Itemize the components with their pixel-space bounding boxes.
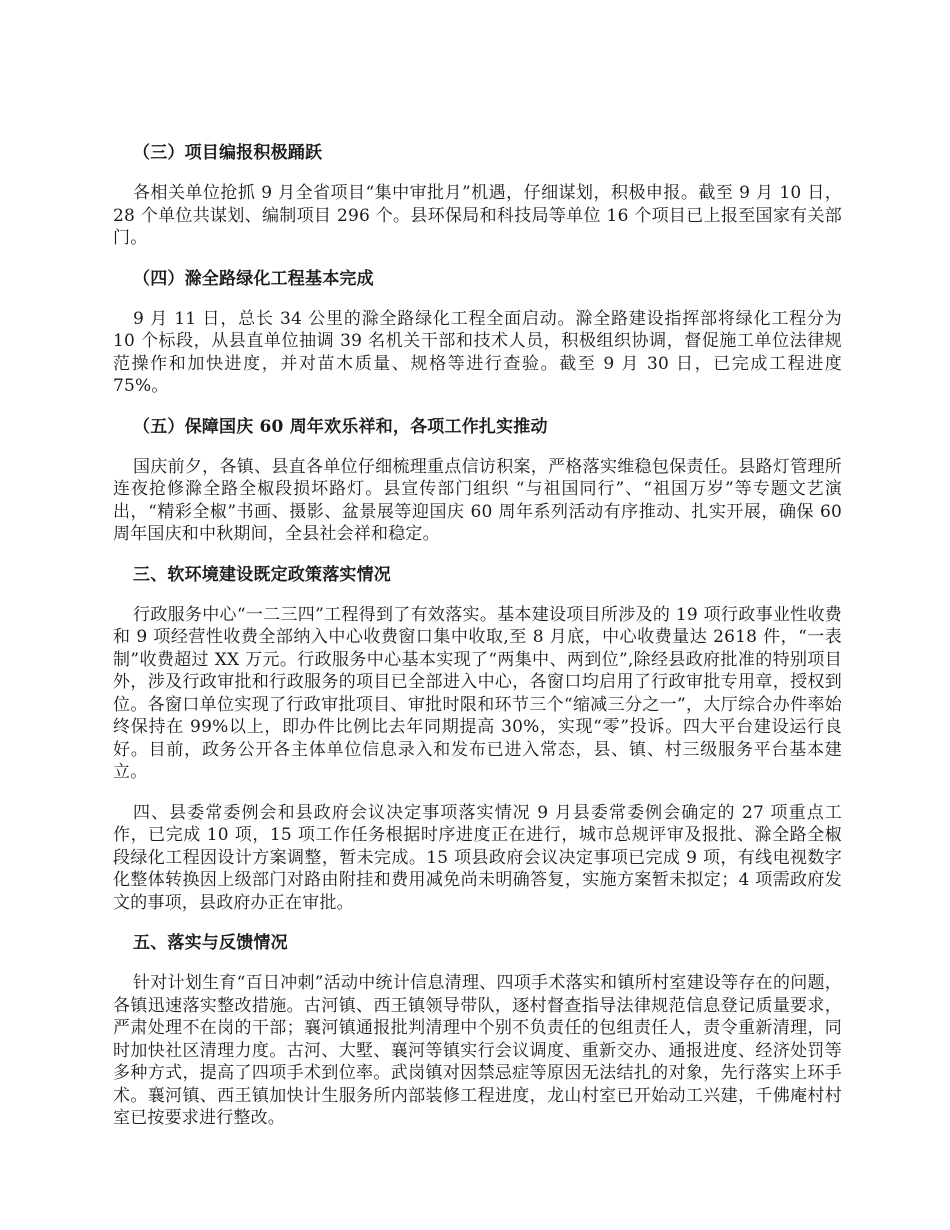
heading-national-day: （五）保障国庆 60 周年欢乐祥和，各项工作扎实推动 <box>133 416 548 437</box>
para-greening-project: 9 月 11 日，总长 34 公里的滁全路绿化工程全面启动。滁全路建设指挥部将绿化工程分为 10 个标段，从县直单位抽调 39 名机关干部和技术人员，积极组织协调，督促施工单位法律规范操作和加快进度，并对苗木质量、规格等进行查验。截至 9 月 30 日，已完成工程进度 75%。 <box>113 308 842 396</box>
para-soft-environment: 行政服务中心“一二三四”工程得到了有效落实。基本建设项目所涉及的 19 项行政事业性收费和 9 项经营性收费全部纳入中心收费窗口集中收取,至 8 月底，中心收费量达 2618 件，“一表制”收费超过 XX 万元。行政服务中心基本实现了“两集中、两到位”,除经县政府批准的特别项目外，涉及行政审批和行政服务的项目已全部进入中心，各窗口均启用了行政审批专用章，授权到位。各窗口单位实现了行政审批项目、审批时限和环节三个“缩减三分之一”，大厅综合办件率始终保持在 99%以上，即办件比例比去年同期提高 30%，实现“零”投诉。四大平台建设运行良好。目前，政务公开各主体单位信息录入和发布已进入常态，县、镇、村三级服务平台基本建立。 <box>113 604 842 782</box>
heading-project-reporting: （三）项目编报积极踊跃 <box>133 143 323 163</box>
para-meeting-decisions: 四、县委常委例会和县政府会议决定事项落实情况 9 月县委常委例会确定的 27 项重点工作，已完成 10 项，15 项工作任务根据时序进度正在进行，城市总规评审及报批、滁全路全椒段绿化工程因设计方案调整，暂未完成。15 项县政府会议决定事项已完成 9 项，有线电视数字化整体转换因上级部门对路由附挂和费用减免尚未明确答复，实施方案暂未拟定；4 项需政府发文的事项，县政府办正在审批。 <box>113 802 842 913</box>
para-project-reporting: 各相关单位抢抓 9 月全省项目“集中审批月”机遇，仔细谋划，积极申报。截至 9 月 10 日，28 个单位共谋划、编制项目 296 个。县环保局和科技局等单位 16 个项目已上报至国家有关部门。 <box>113 183 842 248</box>
para-national-day: 国庆前夕，各镇、县直各单位仔细梳理重点信访积案，严格落实维稳包保责任。县路灯管理所连夜抢修滁全路全椒段损坏路灯。县宣传部门组织 “与祖国同行”、“祖国万岁”等专题文艺演出，“精彩全椒”书画、摄影、盆景展等迎国庆 60 周年系列活动有序推动、扎实开展，确保 60 周年国庆和中秋期间，全县社会祥和稳定。 <box>113 456 843 544</box>
heading-feedback: 五、落实与反馈情况 <box>133 933 288 953</box>
para-feedback: 针对计划生育“百日冲刺”活动中统计信息清理、四项手术落实和镇所村室建设等存在的问题，各镇迅速落实整改措施。古河镇、西王镇领导带队，逐村督查指导法律规范信息登记质量要求，严肃处理不在岗的干部；襄河镇通报批判清理中个别不负责任的包组责任人，责令重新清理，同时加快社区清理力度。古河、大墅、襄河等镇实行会议调度、重新交办、通报进度、经济处罚等多种方式，提高了四项手术到位率。武岗镇对因禁忌症等原因无法结扎的对象，先行落实上环手术。襄河镇、西王镇加快计生服务所内部装修工程进度，龙山村室已开始动工兴建，千佛庵村村室已按要求进行整改。 <box>113 973 842 1128</box>
heading-soft-environment: 三、软环境建设既定政策落实情况 <box>133 564 391 585</box>
heading-greening-project: （四）滁全路绿化工程基本完成 <box>133 268 374 289</box>
